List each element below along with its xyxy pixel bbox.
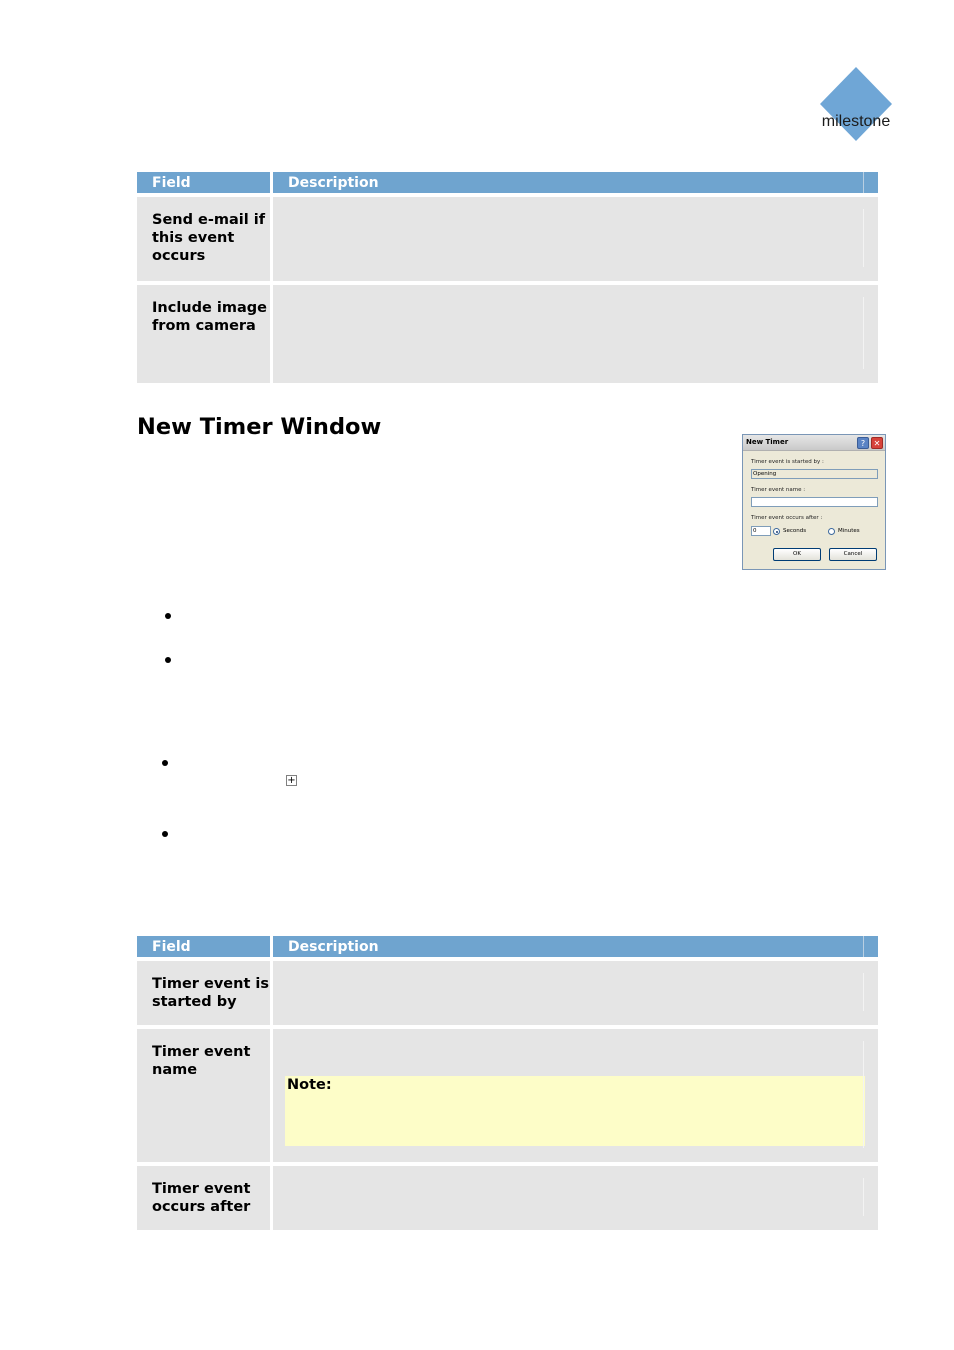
header-field: Field: [137, 172, 270, 193]
table-row: [137, 1166, 878, 1230]
description-cell: [273, 197, 878, 281]
description-cell: [273, 961, 878, 1025]
dialog-titlebar: [743, 435, 885, 451]
logo-text: milestone: [821, 113, 891, 130]
cancel-button[interactable]: Cancel: [829, 548, 877, 561]
close-icon[interactable]: ✕: [871, 437, 883, 449]
name-label: Timer event name :: [751, 487, 806, 493]
expand-plus-icon: +: [287, 775, 296, 786]
occurs-after-label: Timer event occurs after :: [751, 515, 823, 521]
field-cell: Send e-mail if this event occurs: [137, 197, 270, 281]
minutes-label: Minutes: [838, 528, 860, 534]
table-row: [137, 961, 878, 1025]
field-cell: Timer event occurs after: [137, 1166, 270, 1230]
dialog-title: New Timer: [746, 438, 789, 446]
note-box: Note:: [285, 1076, 865, 1146]
ok-button[interactable]: OK: [773, 548, 821, 561]
header-description: Description: [273, 936, 878, 957]
name-input[interactable]: [751, 497, 878, 507]
fields-table-timer: [137, 936, 878, 1230]
bullet-icon: [162, 831, 168, 837]
header-field: Field: [137, 936, 270, 957]
description-cell: [273, 285, 878, 383]
seconds-label: Seconds: [783, 528, 807, 534]
seconds-radio[interactable]: [773, 528, 780, 535]
section-heading: New Timer Window: [137, 414, 382, 440]
occurs-after-input[interactable]: 0: [751, 526, 771, 536]
started-by-label: Timer event is started by :: [751, 459, 824, 465]
started-by-field: Opening: [751, 469, 878, 479]
fields-table-email: [137, 172, 878, 383]
table-row: [137, 1029, 878, 1162]
table-row: [137, 285, 878, 383]
bullet-icon: [165, 613, 171, 619]
help-icon[interactable]: ?: [857, 437, 869, 449]
header-description: Description: [273, 172, 878, 193]
description-cell: [273, 1029, 878, 1162]
field-cell: Timer event name: [137, 1029, 270, 1162]
description-cell: [273, 1166, 878, 1230]
milestone-logo: [816, 66, 896, 142]
table-header-row: [137, 936, 878, 957]
bullet-icon: [162, 760, 168, 766]
table-row: [137, 197, 878, 281]
new-timer-dialog: [742, 434, 886, 570]
table-header-row: [137, 172, 878, 193]
milestone-logo-graphic: [816, 66, 896, 142]
minutes-radio[interactable]: [828, 528, 835, 535]
field-cell: Timer event is started by: [137, 961, 270, 1025]
bullet-icon: [165, 657, 171, 663]
field-cell: Include image from camera: [137, 285, 270, 383]
